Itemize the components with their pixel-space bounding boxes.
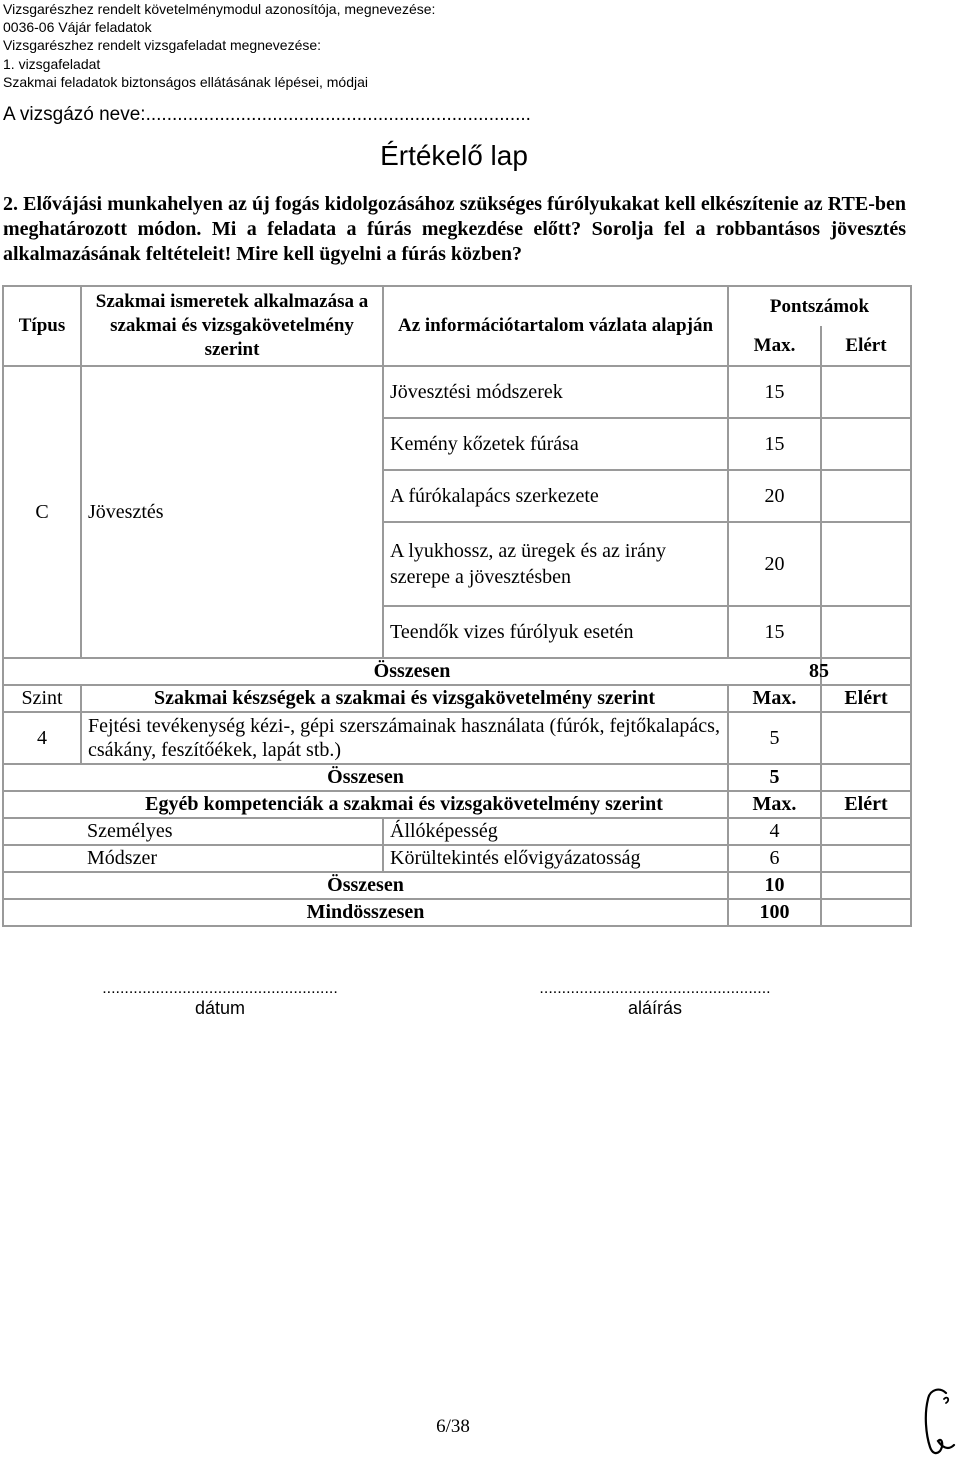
date-signature-block [85,980,355,1019]
skills-max-header: Max. [728,685,821,712]
skills-achieved-header: Elért [821,685,911,712]
other-header-row [3,791,911,818]
header-line: 0036-06 Vájár feladatok [3,19,152,36]
blank-cell [3,845,81,872]
max-cell: 4 [728,818,821,845]
item-cell: Kemény kőzetek fúrása [383,418,728,470]
achieved-cell [821,418,911,470]
total-value: 85 [809,660,829,682]
achieved-cell [821,658,911,685]
item-cell: A fúrókalapács szerkezete [383,470,728,522]
max-cell: 5 [728,712,821,764]
header-line: Vizsgarészhez rendelt követelménymodul azonosítója, megnevezése: [3,1,436,17]
header-type: Típus [3,286,81,366]
item-cell: Jövesztési módszerek [383,366,728,418]
signature-label: aláírás [627,998,683,1018]
handwritten-initial-icon [918,1385,958,1460]
total-value: 10 [728,872,821,899]
total-row [3,872,911,899]
max-cell: 20 [728,522,821,606]
signature-line: .................................................... [539,980,771,997]
achieved-cell [821,470,911,522]
total-label [3,658,829,685]
item-cell: A lyukhossz, az üregek és az irány szerepe a jövesztésben [383,522,728,606]
total-label: Összesen [3,872,728,899]
header-max: Max. [728,326,821,366]
max-cell: 15 [728,366,821,418]
header-outline: Az információtartalom vázlata alapján [383,286,728,366]
page-title [0,140,910,172]
header-line: Szakmai feladatok biztonságos ellátásának lépései, módjai [3,73,368,90]
achieved-cell [821,818,911,845]
total-row [3,764,911,791]
category-cell: Módszer [81,845,383,872]
level-header: Szint [3,685,81,712]
max-cell: 15 [728,606,821,658]
item-cell: Állóképesség [383,818,728,845]
table-row [3,712,911,764]
max-cell: 6 [728,845,821,872]
table-row [3,366,911,418]
achieved-cell [821,764,911,791]
achieved-cell [821,606,911,658]
total-label: Összesen [3,764,728,791]
total-value: 5 [728,764,821,791]
signature-block [520,980,790,1019]
achieved-cell [821,845,911,872]
date-line: ..................................................... [102,980,338,997]
grand-total-value: 100 [728,899,821,926]
candidate-name-field: A vizsgázó neve:......................................................................... [3,104,531,125]
other-max-header: Max. [728,791,821,818]
skills-header-row [3,685,911,712]
achieved-cell [821,712,911,764]
item-cell: Körültekintés elővigyázatosság [383,845,728,872]
total-row [3,658,911,685]
table-row [3,818,911,845]
item-cell: Teendők vizes fúrólyuk esetén [383,606,728,658]
category-cell: Személyes [81,818,383,845]
achieved-cell [821,366,911,418]
other-achieved-header: Elért [821,791,911,818]
total-label-text: Összesen [373,660,451,682]
evaluation-table [2,285,912,927]
table-header-row [3,286,911,326]
header-points: Pontszámok [728,286,911,326]
blank-cell [3,818,81,845]
header-line: Vizsgarészhez rendelt vizsgafeladat megnevezése: [3,37,322,54]
achieved-cell [821,872,911,899]
header-knowledge: Szakmai ismeretek alkalmazása a szakmai és vizsgakövetelmény szerint [81,286,383,366]
document-header [3,0,435,91]
topic-cell: Jövesztés [81,366,383,658]
task-description: 2. Elővájási munkahelyen az új fogás kidolgozásához szükséges fúrólyukakat kell elkészítenie az RTE-ben meghatározott módon. Mi a feladata a fúrás megkezdése előtt? Sorolja fel a robbantásos jövesztés alkalmazásának feltételeit! Mire kell ügyelni a fúrás közben? [3,193,906,265]
header-line: 1. vizsgafeladat [3,55,101,72]
grand-total-row [3,899,911,926]
header-achieved: Elért [821,326,911,366]
level-cell: 4 [3,712,81,764]
table-row [3,845,911,872]
type-cell: C [3,366,81,658]
blank-cell [3,791,81,818]
grand-total-label: Mindösszesen [3,899,728,926]
skills-title: Szakmai készségek a szakmai és vizsgakövetelmény szerint [81,685,728,712]
max-cell: 15 [728,418,821,470]
page-title-text: Értékelő lap [380,140,528,171]
date-label: dátum [194,998,246,1018]
achieved-cell [821,899,911,926]
other-title: Egyéb kompetenciák a szakmai és vizsgakövetelmény szerint [81,791,728,818]
page-number: 6/38 [436,1416,470,1437]
skill-item-cell: Fejtési tevékenység kézi-, gépi szerszámainak használata (fúrók, fejtőkalapács, csákány, feszítőékek, lapát stb.) [81,712,728,764]
achieved-cell [821,522,911,606]
max-cell: 20 [728,470,821,522]
